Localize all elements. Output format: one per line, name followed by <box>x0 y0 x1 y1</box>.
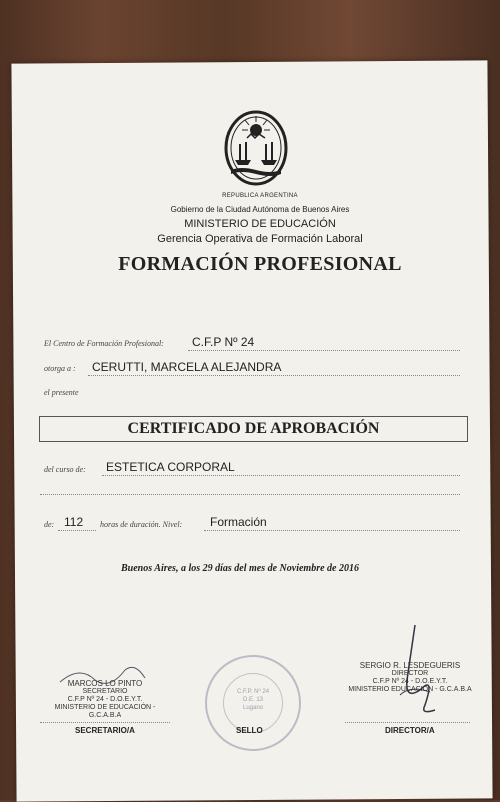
stamp-line-1: C.F.P. Nº 24 <box>236 689 270 695</box>
course-value: ESTETICA CORPORAL <box>106 460 235 474</box>
left-signer-title: SECRETARIO <box>82 688 128 695</box>
right-signer-title: DIRECTOR <box>391 670 429 677</box>
left-signer-name: MARCOS LO PINTO <box>67 679 143 688</box>
right-signer-name: SERGIO R. LESDEGUERIS <box>359 661 461 670</box>
center-value: C.F.P Nº 24 <box>192 335 255 349</box>
left-signer-ministry: MINISTERIO DE EDUCACIÓN - G.C.A.B.A <box>54 704 156 719</box>
course-label: del curso de: <box>44 465 86 474</box>
center-label: El Centro de Formación Profesional: <box>44 339 164 348</box>
level-dotline <box>204 530 460 531</box>
government-label: Gobierno de la Ciudad Autónoma de Buenos Aires <box>170 205 350 214</box>
document-title: FORMACIÓN PROFESIONAL <box>118 253 402 275</box>
republic-label: REPUBLICA ARGENTINA <box>222 193 298 199</box>
stamp-line-3: Lugano <box>242 705 264 711</box>
stamp-inner <box>223 673 283 733</box>
stamp-line-2: D.E. 13 <box>242 697 263 703</box>
right-signer-ministry: MINISTERIO EDUCACIÓN - G.C.A.B.A <box>348 686 472 693</box>
director-role: DIRECTOR/A <box>385 726 435 735</box>
recipient-dotline <box>88 375 460 376</box>
course-dotline <box>102 475 460 476</box>
left-signer-office: C.F.P Nº 24 - D.O.E.Y.T. <box>67 696 143 703</box>
hours-dotline <box>58 530 96 531</box>
right-signature-line <box>345 722 470 723</box>
right-signer-office: C.F.P Nº 24 - D.O.E.Y.T. <box>372 678 448 685</box>
official-stamp-icon <box>205 655 301 751</box>
grants-label: otorga a : <box>44 364 76 373</box>
certificate-title: CERTIFICADO DE APROBACIÓN <box>39 416 468 442</box>
left-signature-line <box>40 722 170 723</box>
left-signature-block <box>40 680 170 720</box>
seal-role: SELLO <box>236 726 263 735</box>
recipient-name: CERUTTI, MARCELA ALEJANDRA <box>92 360 282 374</box>
center-dotline <box>188 350 460 351</box>
coat-of-arms-icon <box>221 108 291 188</box>
secretary-role: SECRETARIO/A <box>75 726 135 735</box>
hours-prefix: de: <box>44 520 55 529</box>
management-label: Gerencia Operativa de Formación Laboral <box>157 233 363 245</box>
issue-date: Buenos Aires, a los 29 días del mes de Noviembre de 2016 <box>121 563 359 574</box>
right-signature-block <box>345 662 475 694</box>
course-dotline-2 <box>40 494 460 495</box>
ministry-label: MINISTERIO DE EDUCACIÓN <box>184 218 336 230</box>
hours-label: horas de duración. Nivel: <box>100 520 183 529</box>
hours-value: 112 <box>64 515 84 529</box>
present-label: el presente <box>44 388 79 397</box>
level-value: Formación <box>210 515 267 529</box>
